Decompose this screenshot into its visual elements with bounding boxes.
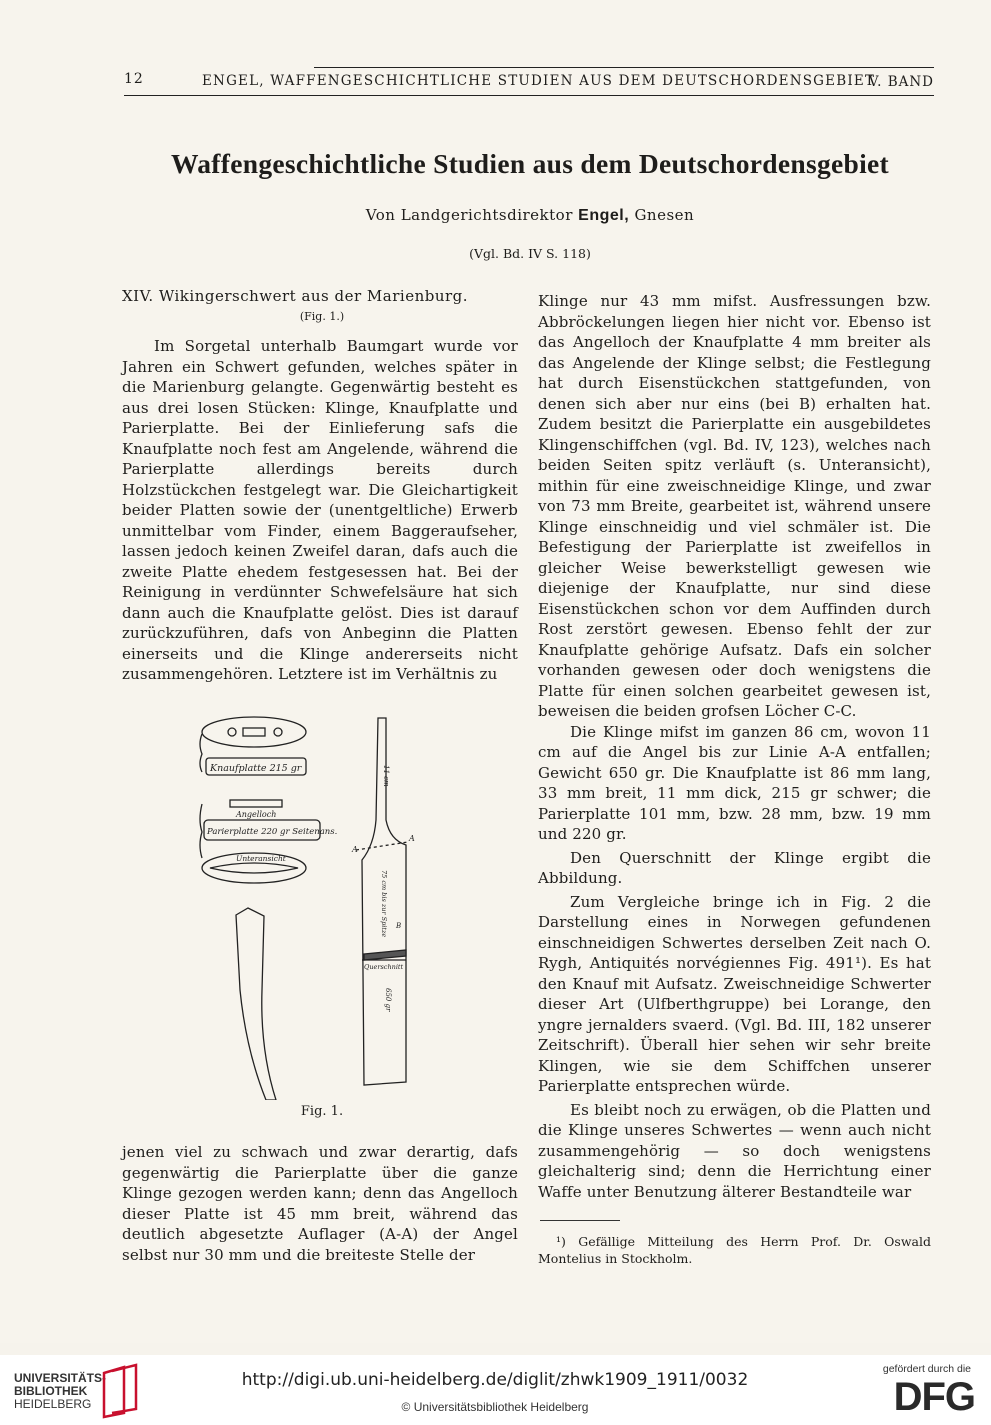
fig-label-weight: 650 gr: [384, 988, 392, 1012]
author-name: Engel,: [578, 207, 630, 224]
running-title: ENGEL, WAFFENGESCHICHTLICHE STUDIEN AUS DEM DEUTSCHORDENSGEBIET: [202, 73, 876, 89]
fig-label-querschnitt: Querschnitt: [364, 963, 404, 971]
fig-label-parier: Parierplatte 220 gr Seitenans.: [207, 827, 338, 837]
fig-label-b: B: [396, 922, 402, 930]
permalink-url[interactable]: http://digi.ub.uni-heidelberg.de/diglit/zhwk1909_1911/0032: [241, 1370, 749, 1390]
footnote-rule: [540, 1220, 620, 1221]
pommel-tang-hole: [243, 728, 265, 736]
library-logo-text: [14, 1372, 106, 1411]
left-column-bottom: [122, 1142, 518, 1265]
hole-c-left: [228, 728, 236, 736]
header-rule: [314, 67, 934, 68]
library-line-1: UNIVERSITÄTS-: [14, 1371, 107, 1385]
blade-boat: [210, 863, 298, 873]
author-location: Gnesen: [634, 206, 695, 224]
byline-prefix: Von Landgerichtsdirektor: [365, 206, 573, 224]
page-number: 12: [124, 71, 144, 87]
figure-1-sword-drawing: [196, 710, 436, 1100]
library-line-2: BIBLIOTHEK: [14, 1384, 88, 1398]
paragraph: Klinge nur 43 mm mifst. Ausfressungen bzw. Abbröckelungen liegen hier nicht vor. Ebenso ist das Angelloch der Knaufplatte 4 mm breiter als das Angelende der Klinge selbst; die Festlegung hat durch Eisenstückchen stattgefunden, von denen sich aber nur eins (bei B) erhalten hat. Zudem besitzt die Parierplatte ein ausgebildetes Klingenschiffchen (vgl. Bd. IV, 123), welches nach beiden Seiten spitz verläuft (s. Unteransicht), mithin für eine zweischneidige Klinge, und zwar von 73 mm Breite, gearbeitet ist, während unsere Klinge einschneidig und viel schmäler ist. Die Befestigung der Parierplatte ist zweifellos in gleicher Weise bewerkstelligt gewesen wie diejenige der Knaufplatte, nur sind diese Eisenstückchen schon vor dem Auffinden durch Rost zerstört gewesen. Ebenso fehlt der zur Knaufplatte gehörige Aufsatz. Dafs ein solcher vorhanden gewesen oder doch wenigstens die Platte für einen solchen gearbeitet gewesen ist, beweisen die beiden grofsen Löcher C-C.: [538, 292, 931, 720]
fig-label-length: 11 cm: [382, 765, 390, 787]
library-logo-icon: [100, 1363, 140, 1419]
funding-note: gefördert durch die: [882, 1363, 971, 1375]
fig-label-spitze: 75 cm bis zur Spitze: [380, 870, 388, 938]
section-heading: XIV. Wikingerschwert aus der Marienburg.: [122, 287, 469, 305]
paragraph: Es bleibt noch zu erwägen, ob die Platten und die Klinge unseres Schwertes — wenn auch nicht zusammengehörig — so doch wenigstens gleichalterig sind; denn die Herrichtung einer Waffe unter Benutzung älterer Bestandteile war: [538, 1100, 931, 1201]
fig-label-a-right: A: [409, 834, 415, 843]
left-column-top: [122, 336, 518, 685]
paragraph: Zum Vergleiche bringe ich in Fig. 2 die Darstellung eines in Norwegen gefundenen einschneidigen Schwertes derselben Zeit nach O. Rygh, Antiquités norvégiennes Fig. 491¹). Es hat den Knauf mit Aufsatz. Zweischneidige Schwerter dieser Art (Ulfberthgruppe) bei Lorange, den yngre jernalders svaerd. (Vgl. Bd. III, 182 unserer Zeitschrift). Überall hier sehen wir sehr breite Klingen, wie sie dem Schiffchen unserer Parierplatte entsprechen würde.: [538, 892, 931, 1095]
copyright-notice: © Universitätsbibliothek Heidelberg: [401, 1400, 589, 1414]
paragraph: Den Querschnitt der Klinge ergibt die Abbildung.: [538, 848, 931, 887]
digitization-footer: [0, 1355, 991, 1425]
paragraph: Die Klinge mifst im ganzen 86 cm, wovon 11 cm auf die Angel bis zur Linie A-A entfallen; Gewicht 650 gr. Die Knaufplatte ist 86 mm lang, 33 mm breit, 11 mm dick, 215 gr schwer; die Parierplatte 101 mm, bzw. 28 mm, bzw. 19 mm und 220 gr.: [538, 722, 931, 843]
hole-c-right: [274, 728, 282, 736]
fig-label-knauf: Knaufplatte 215 gr: [210, 763, 302, 774]
section-fig-ref: (Fig. 1.): [299, 310, 345, 323]
pommel-plate-outline: [202, 717, 306, 747]
figure-caption: Fig. 1.: [300, 1104, 344, 1119]
byline: [124, 206, 936, 225]
fig-label-a-left: A: [352, 845, 358, 854]
paragraph: Im Sorgetal unterhalb Baumgart wurde vor Jahren ein Schwert gefunden, welches später in die Marienburg gelangte. Gegenwärtig besteht es aus drei losen Stücken: Klinge, Knaufplatte und Parierplatte. Bei der Einlieferung safs die Knaufplatte noch fest am Angelende, während die Parierplatte allerdings bereits durch Holzstückchen festgelegt war. Die Gleichartigkeit beider Platten sowie der (unentgeltliche) Erwerb unmittelbar vom Finder, einem Baggeraufseher, lassen jedoch keinen Zweifel daran, dafs auch die zweite Platte ehedem festgesessen hat. Bei der Reinigung in verdünnter Schwefelsäure hat sich dann auch die Knaufplatte gelöst. Dies ist darauf zurückzuführen, dafs von Anbeginn die Platten einerseits und die Klinge andererseits nicht zusammengehören. Letztere ist im Verhältnis zu: [122, 337, 518, 683]
fig-label-unter: Unteransicht: [236, 854, 286, 863]
fig-label-angelloch: Angelloch: [236, 810, 277, 819]
article-title: Waffengeschichtliche Studien aus dem Deutschordensgebiet: [170, 148, 890, 179]
broken-blade-fragment: [236, 908, 276, 1100]
right-column: [538, 291, 931, 1202]
volume-label: V. BAND: [868, 74, 934, 90]
cross-section-shape: [364, 950, 406, 960]
paragraph: jenen viel zu schwach und zwar derartig, dafs gegenwärtig die Parierplatte über die ganze Klinge gezogen werden kann; denn das Angelloch dieser Platte ist 45 mm breit, während das deutlich abgesetzte Auflager (A-A) der Angel selbst nur 30 mm und die breiteste Stelle der: [122, 1143, 518, 1264]
library-line-3: HEIDELBERG: [14, 1397, 92, 1411]
brace-top: [200, 734, 202, 772]
footnote: [538, 1233, 931, 1267]
sword-illustration: [196, 710, 436, 1100]
brace-bottom: [200, 804, 202, 858]
dfg-logo: DFG: [893, 1375, 975, 1419]
volume-reference: (Vgl. Bd. IV S. 118): [469, 246, 591, 261]
running-header: [124, 67, 934, 96]
footnote-text: ¹) Gefällige Mitteilung des Herrn Prof. Dr. Oswald Montelius in Stockholm.: [538, 1234, 931, 1266]
guard-tang-hole: [230, 800, 282, 807]
line-a-a: [356, 842, 408, 850]
